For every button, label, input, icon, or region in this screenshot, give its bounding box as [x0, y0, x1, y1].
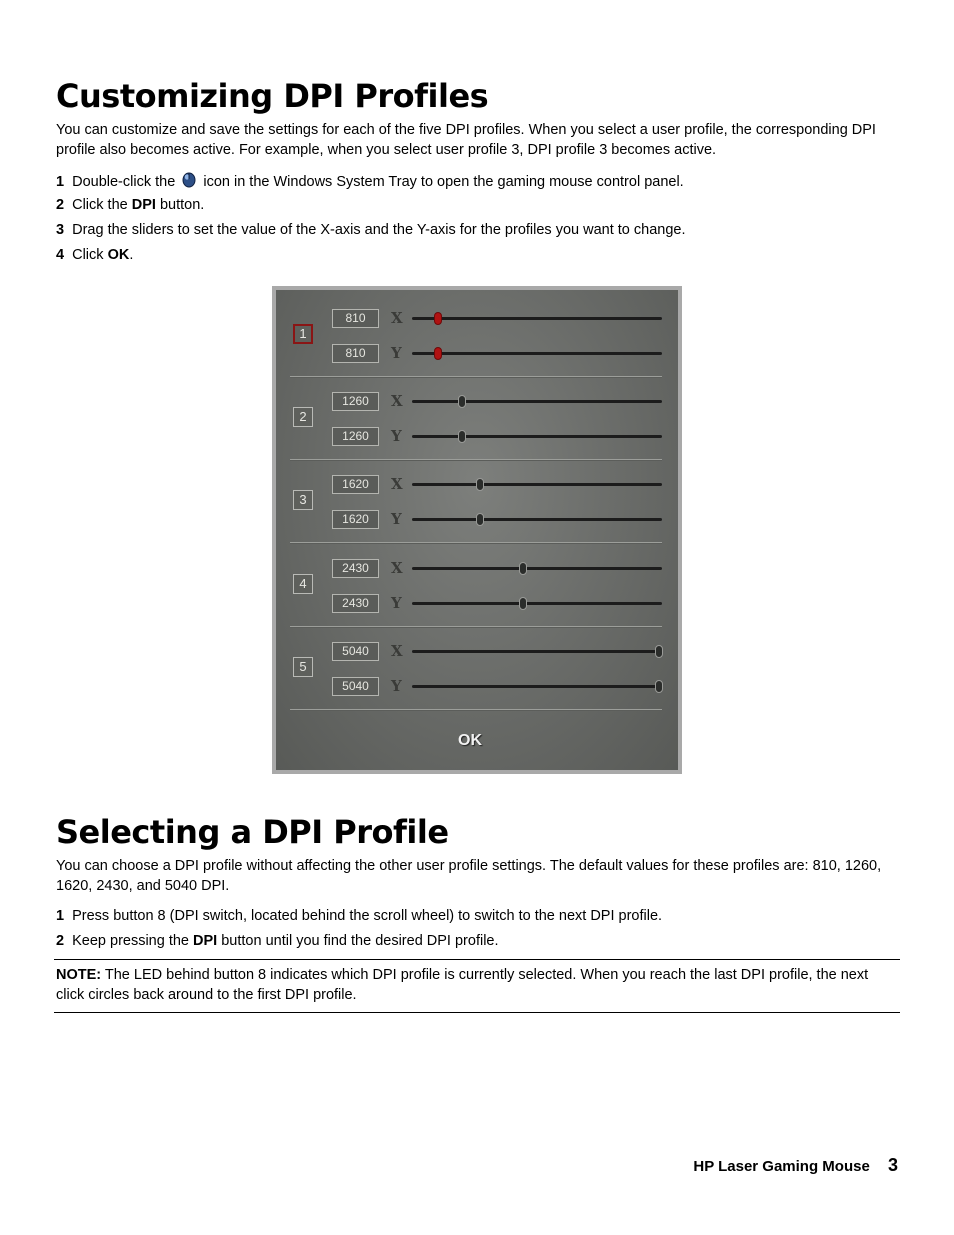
- step-bold-term: DPI: [131, 197, 156, 213]
- profile-5-x-value[interactable]: 5040: [332, 642, 379, 661]
- profile-5-button[interactable]: 5: [293, 657, 313, 677]
- y-axis-label: Y: [391, 427, 402, 445]
- step-number: 2: [56, 197, 65, 213]
- profile-separator: [290, 709, 662, 711]
- section-title-customizing: Customizing DPI Profiles: [56, 77, 489, 115]
- profile-4-button[interactable]: 4: [293, 574, 313, 594]
- profile-5-y-slider-track[interactable]: [412, 685, 662, 688]
- profile-separator: [290, 626, 662, 628]
- page-footer: [693, 1155, 898, 1176]
- profile-3-x-slider-knob[interactable]: [476, 478, 484, 491]
- section-title-selecting: Selecting a DPI Profile: [56, 813, 449, 851]
- profile-3-x-value[interactable]: 1620: [332, 475, 379, 494]
- profile-separator: [290, 542, 662, 544]
- step-4: [56, 246, 133, 265]
- step-1: [56, 171, 684, 192]
- y-axis-label: Y: [391, 510, 402, 528]
- step-2: [56, 196, 204, 215]
- profile-4-y-value[interactable]: 2430: [332, 594, 379, 613]
- profile-1-x-slider-knob[interactable]: [434, 312, 442, 325]
- x-axis-label: X: [391, 392, 403, 410]
- profile-2-y-slider-knob[interactable]: [458, 430, 466, 443]
- ok-button[interactable]: OK: [458, 732, 482, 749]
- profile-3-y-value[interactable]: 1620: [332, 510, 379, 529]
- step-text: Double-click the: [72, 174, 176, 190]
- note-text: The LED behind button 8 indicates which DPI profile is currently selected. When you reach the last DPI profile, the next click circles back around to the first DPI profile.: [56, 967, 869, 1003]
- profile-4-y-slider-knob[interactable]: [519, 597, 527, 610]
- step-number: 1: [56, 174, 65, 190]
- y-axis-label: Y: [391, 344, 402, 362]
- y-axis-label: Y: [391, 677, 402, 695]
- x-axis-label: X: [391, 642, 403, 660]
- step-text: Keep pressing the: [72, 933, 189, 949]
- step-text: button until you find the desired DPI profile.: [221, 933, 499, 949]
- step-text: Click: [72, 247, 104, 263]
- step-text: button.: [159, 197, 205, 213]
- profile-1-y-slider-track[interactable]: [412, 352, 662, 355]
- note-label: NOTE:: [56, 967, 102, 983]
- step-text: .: [129, 247, 134, 263]
- profile-1-x-slider-track[interactable]: [412, 317, 662, 320]
- step-bold-term: OK: [107, 247, 130, 263]
- mouse-icon: [181, 171, 197, 188]
- dpi-control-panel: [272, 286, 682, 774]
- step-number: 3: [56, 222, 65, 238]
- profile-4-y-slider-track[interactable]: [412, 602, 662, 605]
- step-number: 4: [56, 247, 65, 263]
- profile-3-button[interactable]: 3: [293, 490, 313, 510]
- x-axis-label: X: [391, 309, 403, 327]
- step-number: 2: [56, 933, 65, 949]
- profile-separator: [290, 459, 662, 461]
- profile-2-x-slider-knob[interactable]: [458, 395, 466, 408]
- step-3: [56, 221, 686, 240]
- step-text: Press button 8 (DPI switch, located behind the scroll wheel) to switch to the next DPI profile.: [72, 908, 663, 924]
- profile-2-x-value[interactable]: 1260: [332, 392, 379, 411]
- profile-2-y-slider-track[interactable]: [412, 435, 662, 438]
- profile-5-x-slider-knob[interactable]: [655, 645, 663, 658]
- note-box: [54, 959, 900, 1013]
- profile-4-x-slider-knob[interactable]: [519, 562, 527, 575]
- profile-3-y-slider-track[interactable]: [412, 518, 662, 521]
- profile-5-y-value[interactable]: 5040: [332, 677, 379, 696]
- profile-3-y-slider-knob[interactable]: [476, 513, 484, 526]
- intro-paragraph: You can customize and save the settings for each of the five DPI profiles. When you select a user profile, the corresponding DPI profile also becomes active. For example, when you select user profile 3, DPI profile 3 becomes active.: [56, 122, 876, 158]
- footer-title: HP Laser Gaming Mouse: [693, 1158, 870, 1175]
- step-bold-term: DPI: [193, 933, 218, 949]
- step-number: 1: [56, 908, 65, 924]
- profile-2-button[interactable]: 2: [293, 407, 313, 427]
- profile-1-y-value[interactable]: 810: [332, 344, 379, 363]
- profile-4-x-value[interactable]: 2430: [332, 559, 379, 578]
- intro-paragraph: You can choose a DPI profile without affecting the other user profile settings. The default values for these profiles are: 810, 1260, 1620, 2430, and 5040 DPI.: [56, 858, 882, 894]
- step-2: [56, 932, 499, 951]
- profile-1-y-slider-knob[interactable]: [434, 347, 442, 360]
- step-text: icon in the Windows System Tray to open the gaming mouse control panel.: [203, 174, 684, 190]
- page-number: 3: [887, 1155, 898, 1175]
- step-1: [56, 907, 662, 926]
- profile-4-x-slider-track[interactable]: [412, 567, 662, 570]
- profile-5-x-slider-track[interactable]: [412, 650, 662, 653]
- profile-1-x-value[interactable]: 810: [332, 309, 379, 328]
- step-text: Click the: [72, 197, 128, 213]
- profile-2-y-value[interactable]: 1260: [332, 427, 379, 446]
- x-axis-label: X: [391, 475, 403, 493]
- profile-2-x-slider-track[interactable]: [412, 400, 662, 403]
- profile-5-y-slider-knob[interactable]: [655, 680, 663, 693]
- step-text: Drag the sliders to set the value of the X-axis and the Y-axis for the profiles you want to change.: [72, 222, 686, 238]
- profile-1-button[interactable]: 1: [293, 324, 313, 344]
- profile-separator: [290, 376, 662, 378]
- x-axis-label: X: [391, 559, 403, 577]
- y-axis-label: Y: [391, 594, 402, 612]
- profile-3-x-slider-track[interactable]: [412, 483, 662, 486]
